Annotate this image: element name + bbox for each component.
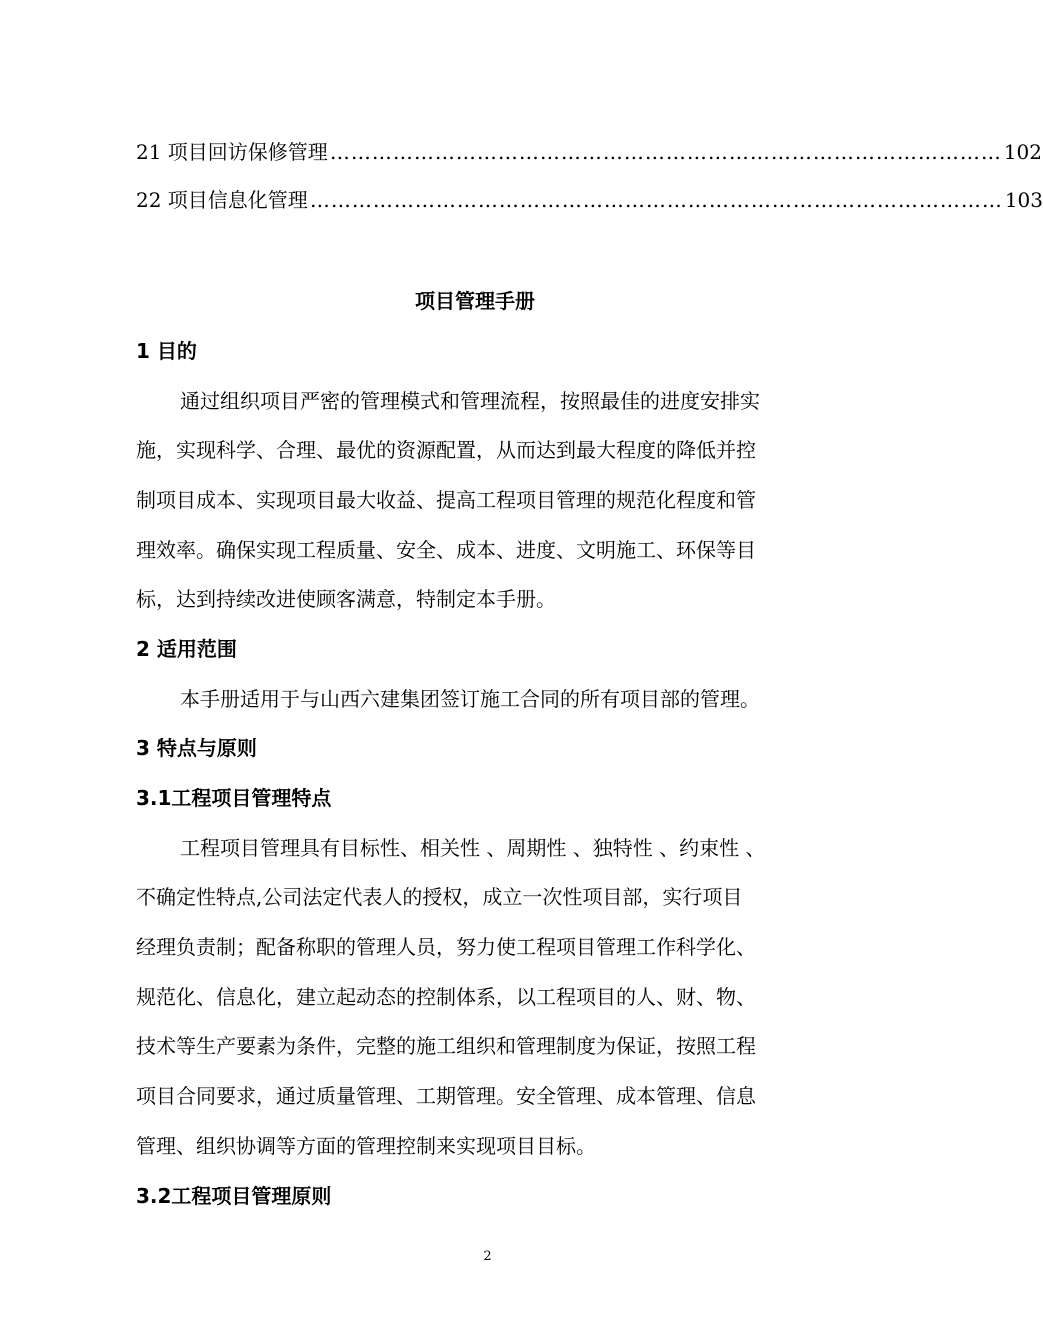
paragraph-line: 规范化、信息化，建立起动态的控制体系，以工程项目的人、财、物、 [136,985,756,1009]
document-title: 项目管理手册 [415,289,535,313]
toc-entry-page: 103 [1004,188,1043,212]
paragraph-line: 管理、组织协调等方面的管理控制来实现项目目标。 [136,1134,596,1158]
page-number: 2 [483,1249,492,1264]
toc-entry-title: 21 项目回访保修管理 [136,140,328,164]
paragraph-line: 项目合同要求，通过质量管理、工期管理。安全管理、成本管理、信息 [136,1084,756,1108]
section-heading-3-2: 3.2工程项目管理原则 [136,1184,332,1208]
paragraph-line: 通过组织项目严密的管理模式和管理流程，按照最佳的进度安排实 [180,389,760,413]
toc-leader-dots: …………………………………………………………………………………… [329,140,1002,164]
section-heading-3-1: 3.1工程项目管理特点 [136,786,332,810]
paragraph-line: 施，实现科学、合理、最优的资源配置，从而达到最大程度的降低并控 [136,438,756,462]
section-heading-1: 1 目的 [136,339,197,363]
paragraph-line: 技术等生产要素为条件，完整的施工组织和管理制度为保证，按照工程 [136,1034,756,1058]
section-heading-3: 3 特点与原则 [136,736,257,760]
toc-entry[interactable] [136,182,1043,218]
paragraph-line: 标，达到持续改进使顾客满意，特制定本手册。 [136,587,556,611]
paragraph-line: 经理负责制；配备称职的管理人员，努力使工程项目管理工作科学化、 [136,935,756,959]
paragraph-line: 工程项目管理具有目标性、相关性 、周期性 、独特性 、约束性 、 [180,836,766,860]
paragraph-line: 不确定性特点,公司法定代表人的授权，成立一次性项目部，实行项目 [136,885,743,909]
paragraph-line: 理效率。确保实现工程质量、安全、成本、进度、文明施工、环保等目 [136,538,756,562]
toc-leader-dots: ……………………………………………………………………………………… [309,188,1003,212]
paragraph-line: 本手册适用于与山西六建集团签订施工合同的所有项目部的管理。 [180,687,760,711]
section-heading-2: 2 适用范围 [136,637,237,661]
paragraph-line: 制项目成本、实现项目最大收益、提高工程项目管理的规范化程度和管 [136,488,756,512]
toc-entry-title: 22 项目信息化管理 [136,188,308,212]
toc-entry-page: 102 [1003,140,1042,164]
toc-entry[interactable] [136,134,1042,170]
